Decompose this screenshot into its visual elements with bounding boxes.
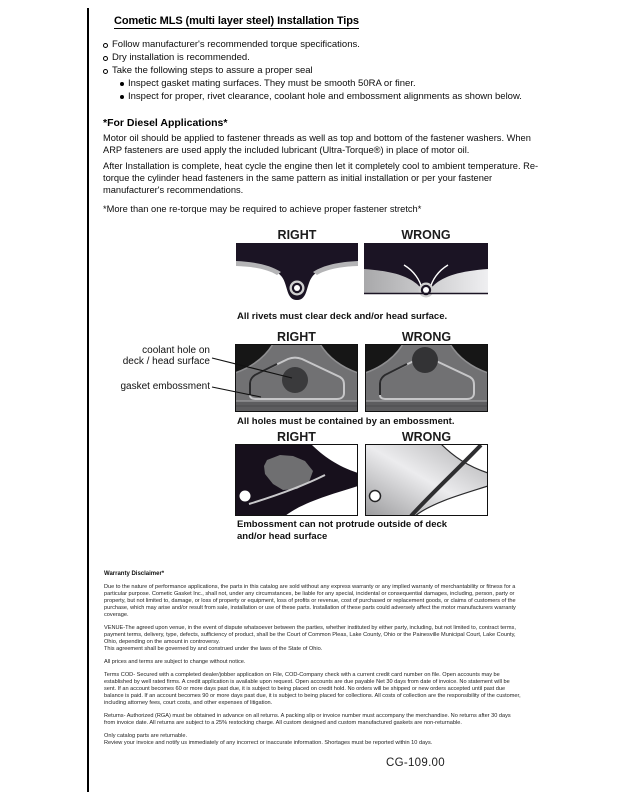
warranty-para-terms: Terms COD- Secured with a completed dealer/jobber application on File, COD-Company check with a current credit card number on file. Open accounts may be established by well rated firms. A credit application is available upon request. Open accounts are due payable Net 30 days from date of invoice. No statement will be sent. If an account becomes 60 or more days past due, it is subject to being placed on credit hold. No orders will be shipped or new orders accepted until past due balance is paid. If an account becomes 90 or more days past due, it is subject to being placed for collections. All costs of collection are the responsibility of the customer, including attorney fees, court costs, and other expenses of litigation.	[104, 672, 521, 706]
row2-caption: All holes must be contained by an embossment.	[237, 416, 455, 427]
bullet-text: Inspect for proper, rivet clearance, coolant hole and embossment alignments as shown below.	[128, 91, 522, 102]
wrong-label: WRONG	[401, 228, 451, 242]
right-label: RIGHT	[277, 330, 316, 344]
row1-caption: All rivets must clear deck and/or head surface.	[237, 311, 448, 322]
rivet-right-diagram	[236, 243, 358, 307]
bullet-text: Follow manufacturer's recommended torque specifications.	[112, 39, 360, 50]
warranty-para-governing: This agreement shall be governed by and construed under the laws of the State of Ohio.	[104, 646, 323, 652]
rivet-icon	[419, 283, 434, 298]
protrusion-wrong-diagram	[365, 444, 488, 516]
embossment-right-diagram	[235, 344, 358, 412]
bullet-item	[103, 51, 548, 64]
sub-bullet-item	[119, 90, 548, 103]
coolant-hole	[282, 367, 308, 393]
warranty-para-review: Review your invoice and notify us immediately of any incorrect or inaccurate information. Shortages must be reported within 10 days.	[104, 740, 433, 746]
retorque-note: *More than one re-torque may be required to achieve proper fastener stretch*	[103, 204, 422, 214]
right-label: RIGHT	[277, 228, 317, 242]
coolant-hole	[412, 347, 438, 373]
rivet-icon	[290, 281, 305, 296]
bolt-hole	[240, 491, 251, 502]
page-title: Cometic MLS (multi layer steel) Installation Tips	[114, 15, 359, 27]
bullet-item	[103, 38, 548, 51]
warranty-heading: Warranty Disclaimer*	[104, 571, 165, 577]
warranty-para-venue: VENUE-The agreed upon venue, in the event of dispute whatsoever between the parties, whether instituted by either party, including, but not limited to, contract terms, payment terms, delivery, type, defects, sufficiency of product, shall be the Court of Common Pleas, Lake County, Ohio or the Painesville Municipal Court, Lake County, Ohio, depending on the amount in controversy.	[104, 625, 516, 645]
right-label: RIGHT	[277, 430, 316, 444]
bullet-item	[103, 64, 548, 77]
rivet-wrong-diagram	[364, 243, 488, 307]
warranty-para-returns: Returns- Authorized (RGA) must be obtained in advance on all returns. A packing slip or invoice number must accompany the merchandise. No returns after 30 days from invoice date. All returns are subject to a 25% restocking charge. All custom designed and custom manufactured gaskets are non-returnable.	[104, 713, 511, 726]
bolt-hole	[370, 491, 381, 502]
page-number: CG-109.00	[386, 757, 445, 769]
tips-bullet-list	[103, 38, 548, 103]
warranty-para-prices: All prices and terms are subject to change without notice.	[104, 659, 246, 665]
filled-bullet-icon	[120, 82, 124, 86]
diesel-heading: *For Diesel Applications*	[103, 117, 228, 129]
gasket-embossment-label: gasket embossment	[120, 381, 210, 392]
diesel-para-2: After Installation is complete, heat cycle the engine then let it completely cool to ambient temperature. Re-torque the cylinder head fasteners in the same pattern as initial installation or per your fastener manufacturer's recommendations.	[103, 161, 539, 195]
warranty-para-1: Due to the nature of performance applications, the parts in this catalog are sold without any express warranty or any implied warranty of merchantability or fitness for a particular purpose. Cometic Gasket Inc., shall not, under any circumstances, be liable for any special, incidental or consequential damages, including, person, party or property, but not limited to, damage, or loss of property or equipment, loss of profits or revenue, cost of purchased or replacement goods, or claims of customers of the purchase, which may arise and/or result from sale, installation or use of these parts. Installation of these parts could adversely affect the motor manufacturers warranty coverage.	[104, 584, 516, 618]
bullet-text: Inspect gasket mating surfaces. They must be smooth 50RA or finer.	[128, 78, 416, 89]
bullet-text: Take the following steps to assure a proper seal	[112, 65, 313, 76]
warranty-para-catalog: Only catalog parts are returnable.	[104, 733, 188, 739]
diesel-para-1: Motor oil should be applied to fastener threads as well as top and bottom of the fastener washers. When ARP fasteners are used apply the included lubricant (Ultra-Torque®) in place of motor oil.	[103, 133, 531, 155]
page-edge-line	[87, 8, 89, 792]
protrusion-right-diagram	[235, 444, 358, 516]
embossment-wrong-diagram	[365, 344, 488, 412]
open-bullet-icon	[103, 43, 108, 48]
wrong-label: WRONG	[401, 330, 452, 344]
open-bullet-icon	[103, 56, 108, 61]
coolant-hole-label: coolant hole on deck / head surface	[122, 345, 210, 367]
sub-bullet-item	[119, 77, 548, 90]
filled-bullet-icon	[120, 95, 124, 99]
warranty-section	[104, 571, 521, 747]
wrong-label: WRONG	[401, 430, 452, 444]
row3-caption: Embossment can not protrude outside of deck and/or head surface	[237, 519, 448, 542]
open-bullet-icon	[103, 69, 108, 74]
bullet-text: Dry installation is recommended.	[112, 52, 250, 63]
